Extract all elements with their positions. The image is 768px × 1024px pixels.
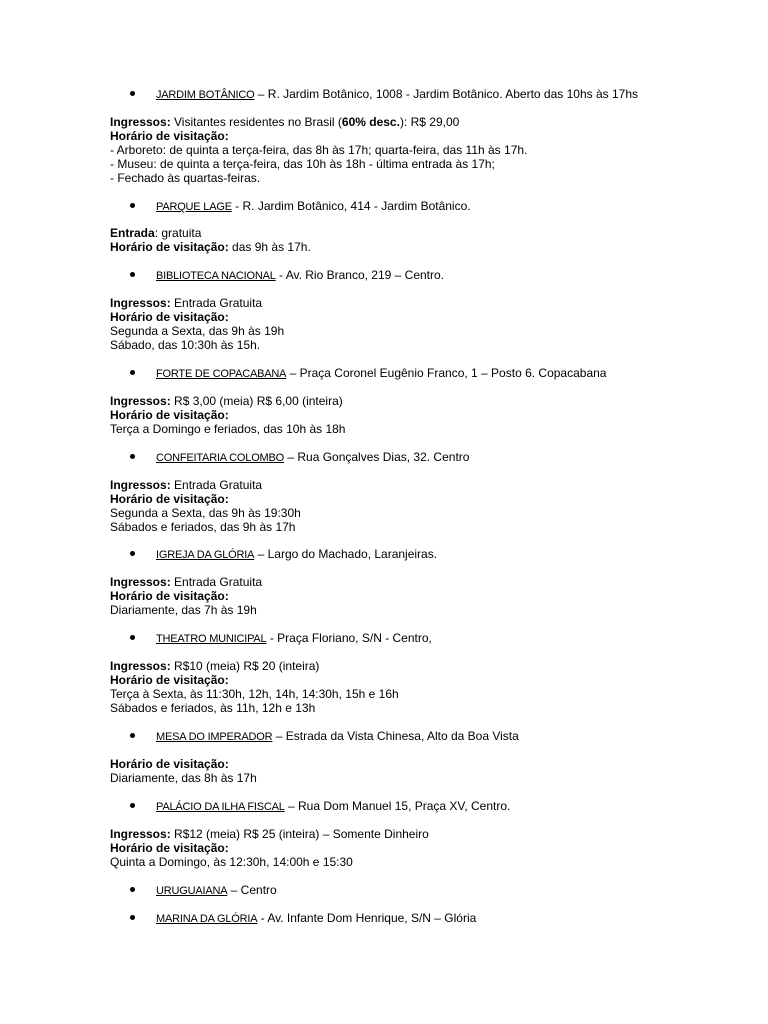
horario-line: - Museu: de quinta a terça-feira, das 10h às 18h - última entrada às 17h; (110, 157, 495, 171)
place-address: – Rua Dom Manuel 15, Praça XV, Centro. (284, 799, 511, 813)
place-details: Ingressos: R$12 (meia) R$ 25 (inteira) – Somente Dinheiro Horário de visitação: Quinta a Domingo, às 12:30h, 14:00h e 15:30 (110, 827, 730, 869)
horario-label: Horário de visitação: (110, 310, 229, 324)
bullet-icon (130, 733, 135, 738)
ingressos-label: Ingressos: (110, 296, 171, 310)
horario-line: Sábado, das 10:30h às 15h. (110, 338, 261, 352)
horario-line: Sábados e feriados, das 9h às 17h (110, 520, 296, 534)
horario-line: Diariamente, das 8h às 17h (110, 771, 257, 785)
horario-line: Segunda a Sexta, das 9h às 19h (110, 324, 285, 338)
place-name: MESA DO IMPERADOR (156, 731, 273, 743)
place-details: Entrada: gratuita Horário de visitação: das 9h às 17h. (110, 226, 311, 254)
place-name: BIBLIOTECA NACIONAL (156, 270, 276, 282)
place-name: THEATRO MUNICIPAL (156, 633, 267, 645)
horario-line: Sábados e feriados, às 11h, 12h e 13h (110, 701, 316, 715)
place-details: Ingressos: R$10 (meia) R$ 20 (inteira) Horário de visitação: Terça à Sexta, às 11:30h, 12h, 14h, 14:30h, 15h e 16h Sábados e feriados, às 11h, 12h e 13h (110, 659, 730, 715)
place-details (110, 757, 730, 785)
ingressos-label: Ingressos: (110, 827, 171, 841)
horario-line: Terça a Domingo e feriados, das 10h às 18h (110, 422, 346, 436)
place-details: Ingressos: R$ 3,00 (meia) R$ 6,00 (inteira) Horário de visitação: Terça a Domingo e feriados, das 10h às 18h (110, 394, 730, 436)
place-address: – Estrada da Vista Chinesa, Alto da Boa Vista (272, 729, 519, 743)
place-name: IGREJA DA GLÓRIA (156, 549, 255, 561)
horario-label: Horário de visitação: (110, 589, 229, 603)
place-details: Ingressos: Entrada Gratuita Horário de visitação: Diariamente, das 7h às 19h (110, 575, 730, 617)
horario-line: Diariamente, das 7h às 19h (110, 603, 257, 617)
place-address: - R. Jardim Botânico, 414 - Jardim Botânico. (231, 199, 471, 213)
place-address: - Praça Floriano, S/N - Centro, (266, 631, 432, 645)
place-address: - Av. Rio Branco, 219 – Centro. (275, 268, 444, 282)
ingressos-label: Ingressos: (110, 394, 171, 408)
ingressos-label: Ingressos: (110, 575, 171, 589)
horario-line: - Arboreto: de quinta a terça-feira, das 8h às 17h; quarta-feira, das 11h às 17h. (110, 143, 528, 157)
bullet-icon (130, 272, 135, 277)
horario-label: Horário de visitação: (110, 757, 229, 771)
horario-label: Horário de visitação: (110, 673, 229, 687)
place-name: JARDIM BOTÂNICO (156, 89, 255, 101)
bullet-icon (130, 370, 135, 375)
ingressos-label: Ingressos: (110, 659, 171, 673)
place-name: FORTE DE COPACABANA (156, 368, 287, 380)
horario-line: Quinta a Domingo, às 12:30h, 14:00h e 15:30 (110, 855, 353, 869)
horario-label: Horário de visitação: (110, 841, 229, 855)
place-name: URUGUAIANA (156, 885, 228, 897)
bullet-icon (130, 635, 135, 640)
horario-line: - Fechado às quartas-feiras. (110, 171, 261, 185)
ingressos-label: Ingressos: (110, 478, 171, 492)
place-address: – Praça Coronel Eugênio Franco, 1 – Posto 6. Copacabana (286, 366, 607, 380)
bullet-icon (130, 887, 135, 892)
place-details: Ingressos: Entrada Gratuita Horário de visitação: Segunda a Sexta, das 9h às 19:30h Sábados e feriados, das 9h às 17h (110, 478, 730, 534)
place-name: MARINA DA GLÓRIA (156, 913, 258, 925)
bullet-icon (130, 915, 135, 920)
horario-label: Horário de visitação: (110, 492, 229, 506)
place-name: CONFEITARIA COLOMBO (156, 452, 285, 464)
place-address: – Rua Gonçalves Dias, 32. Centro (284, 450, 470, 464)
horario-line: Terça à Sexta, às 11:30h, 12h, 14h, 14:30h, 15h e 16h (110, 687, 399, 701)
place-address: – Largo do Machado, Laranjeiras. (254, 547, 438, 561)
bullet-icon (130, 551, 135, 556)
place-details: Ingressos: Visitantes residentes no Brasil (60% desc.): R$ 29,00 Horário de visitação: - Arboreto: de quinta a terça-feira, das 8h às 17h; quarta-feira, das 11h às 17h. - Museu: de quinta a terça-feira, das 10h às 18h - última entrada às 17h; - Fechado às quartas-feiras. (110, 115, 730, 185)
horario-label: Horário de visitação: (110, 240, 229, 254)
place-address: – R. Jardim Botânico, 1008 - Jardim Botânico. Aberto das 10hs às 17hs (254, 87, 638, 101)
place-name: PALÁCIO DA ILHA FISCAL (156, 801, 285, 813)
horario-label: Horário de visitação: (110, 129, 229, 143)
place-details: Ingressos: Entrada Gratuita Horário de visitação: Segunda a Sexta, das 9h às 19h Sábado, das 10:30h às 15h. (110, 296, 730, 352)
bullet-icon (130, 203, 135, 208)
place-address: - Av. Infante Dom Henrique, S/N – Glória (257, 911, 477, 925)
horario-label: Horário de visitação: (110, 408, 229, 422)
bullet-icon (130, 803, 135, 808)
place-name: PARQUE LAGE (156, 201, 232, 213)
ingressos-label: Ingressos: (110, 115, 171, 129)
bullet-icon (130, 91, 135, 96)
bullet-icon (130, 454, 135, 459)
place-address: – Centro (227, 883, 277, 897)
entrada-label: Entrada (110, 226, 155, 240)
horario-line: Segunda a Sexta, das 9h às 19:30h (110, 506, 301, 520)
